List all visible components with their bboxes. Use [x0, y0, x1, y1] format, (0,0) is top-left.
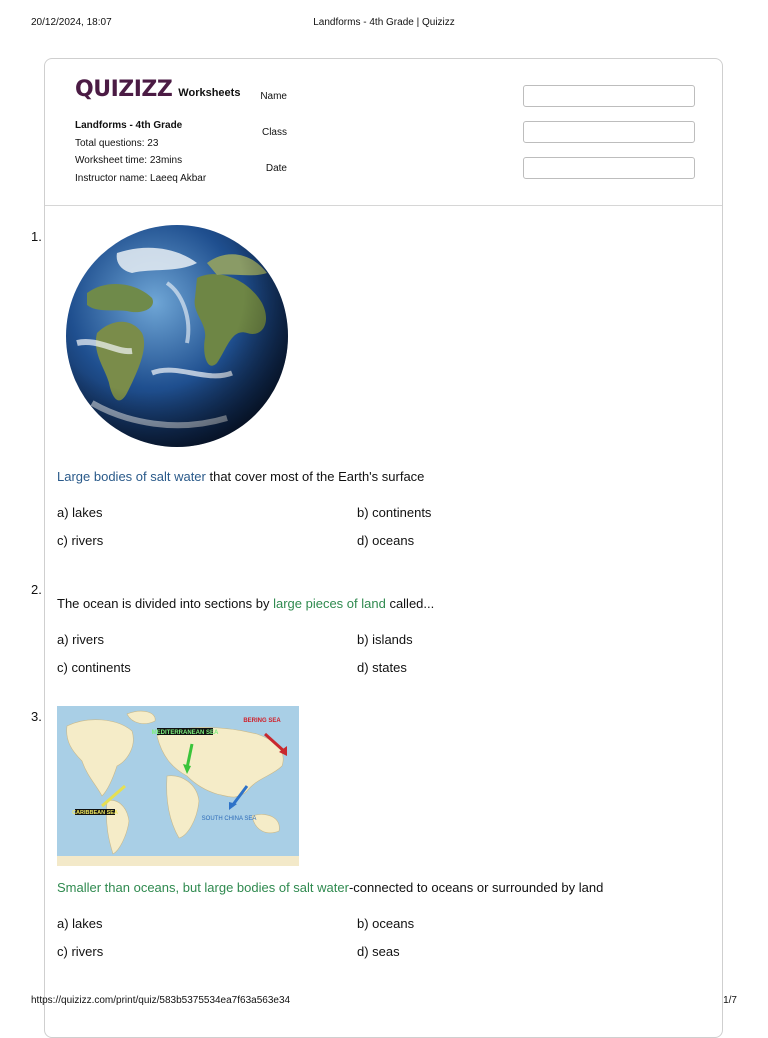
- print-datetime: 20/12/2024, 18:07: [31, 17, 112, 28]
- question-highlight: Large bodies of salt water: [57, 469, 206, 484]
- date-field[interactable]: [523, 157, 695, 179]
- logo-wordmark: QUIZIZZ: [75, 77, 173, 102]
- option-c[interactable]: c) continents: [57, 660, 131, 675]
- question-text: [57, 469, 424, 484]
- map-label-mediterranean: MEDITERRANEAN SEA: [151, 730, 219, 736]
- question-number: 2.: [31, 582, 42, 597]
- print-url: https://quizizz.com/print/quiz/583b5375534ea7f63a563e34: [31, 995, 291, 1006]
- worksheet-title: Landforms - 4th Grade: [75, 120, 183, 131]
- logo-subtitle: Worksheets: [178, 87, 241, 99]
- question-text: [57, 596, 434, 611]
- earth-globe-image: [57, 223, 299, 450]
- question-text-post: called...: [385, 596, 435, 611]
- option-c[interactable]: c) rivers: [57, 944, 104, 959]
- worksheet-meta: [75, 117, 206, 187]
- option-b[interactable]: b) continents: [357, 505, 432, 520]
- instructor-name: Instructor name: Laeeq Akbar: [75, 172, 207, 184]
- print-page-number: 1/7: [723, 995, 737, 1006]
- option-b[interactable]: b) islands: [357, 632, 413, 647]
- question-highlight: large pieces of land: [273, 596, 386, 611]
- class-field[interactable]: [523, 121, 695, 143]
- question-text: [57, 880, 603, 895]
- option-a[interactable]: a) lakes: [57, 916, 103, 931]
- question-number: 1.: [31, 229, 42, 244]
- class-label: Class: [261, 127, 287, 138]
- option-d[interactable]: d) oceans: [357, 533, 415, 548]
- option-a[interactable]: a) lakes: [57, 505, 103, 520]
- question-text-rest: -connected to oceans or surrounded by land: [348, 880, 604, 895]
- world-seas-map-image: [57, 706, 299, 866]
- worksheet-header: [45, 59, 722, 206]
- total-questions: Total questions: 23: [75, 137, 159, 149]
- date-label: Date: [265, 163, 287, 174]
- print-doc-title: Landforms - 4th Grade | Quizizz: [313, 17, 455, 28]
- map-label-caribbean: CARIBBEAN SEA: [72, 810, 118, 816]
- question-body: [57, 596, 435, 675]
- name-label: Name: [260, 91, 287, 102]
- option-a[interactable]: a) rivers: [57, 632, 104, 647]
- option-c[interactable]: c) rivers: [57, 533, 104, 548]
- option-d[interactable]: d) states: [357, 660, 407, 675]
- option-d[interactable]: d) seas: [357, 944, 400, 959]
- option-b[interactable]: b) oceans: [357, 916, 415, 931]
- question-text-rest: that cover most of the Earth's surface: [205, 469, 425, 484]
- question-highlight: Smaller than oceans, but large bodies of salt water: [57, 880, 349, 895]
- question-number: 3.: [31, 709, 42, 724]
- worksheet-time: Worksheet time: 23mins: [75, 155, 183, 166]
- name-field[interactable]: [523, 85, 695, 107]
- question-text-pre: The ocean is divided into sections by: [57, 596, 274, 611]
- quizizz-logo: [75, 77, 240, 102]
- map-label-south-china: SOUTH CHINA SEA: [201, 816, 257, 822]
- map-label-bering: BERING SEA: [243, 718, 281, 724]
